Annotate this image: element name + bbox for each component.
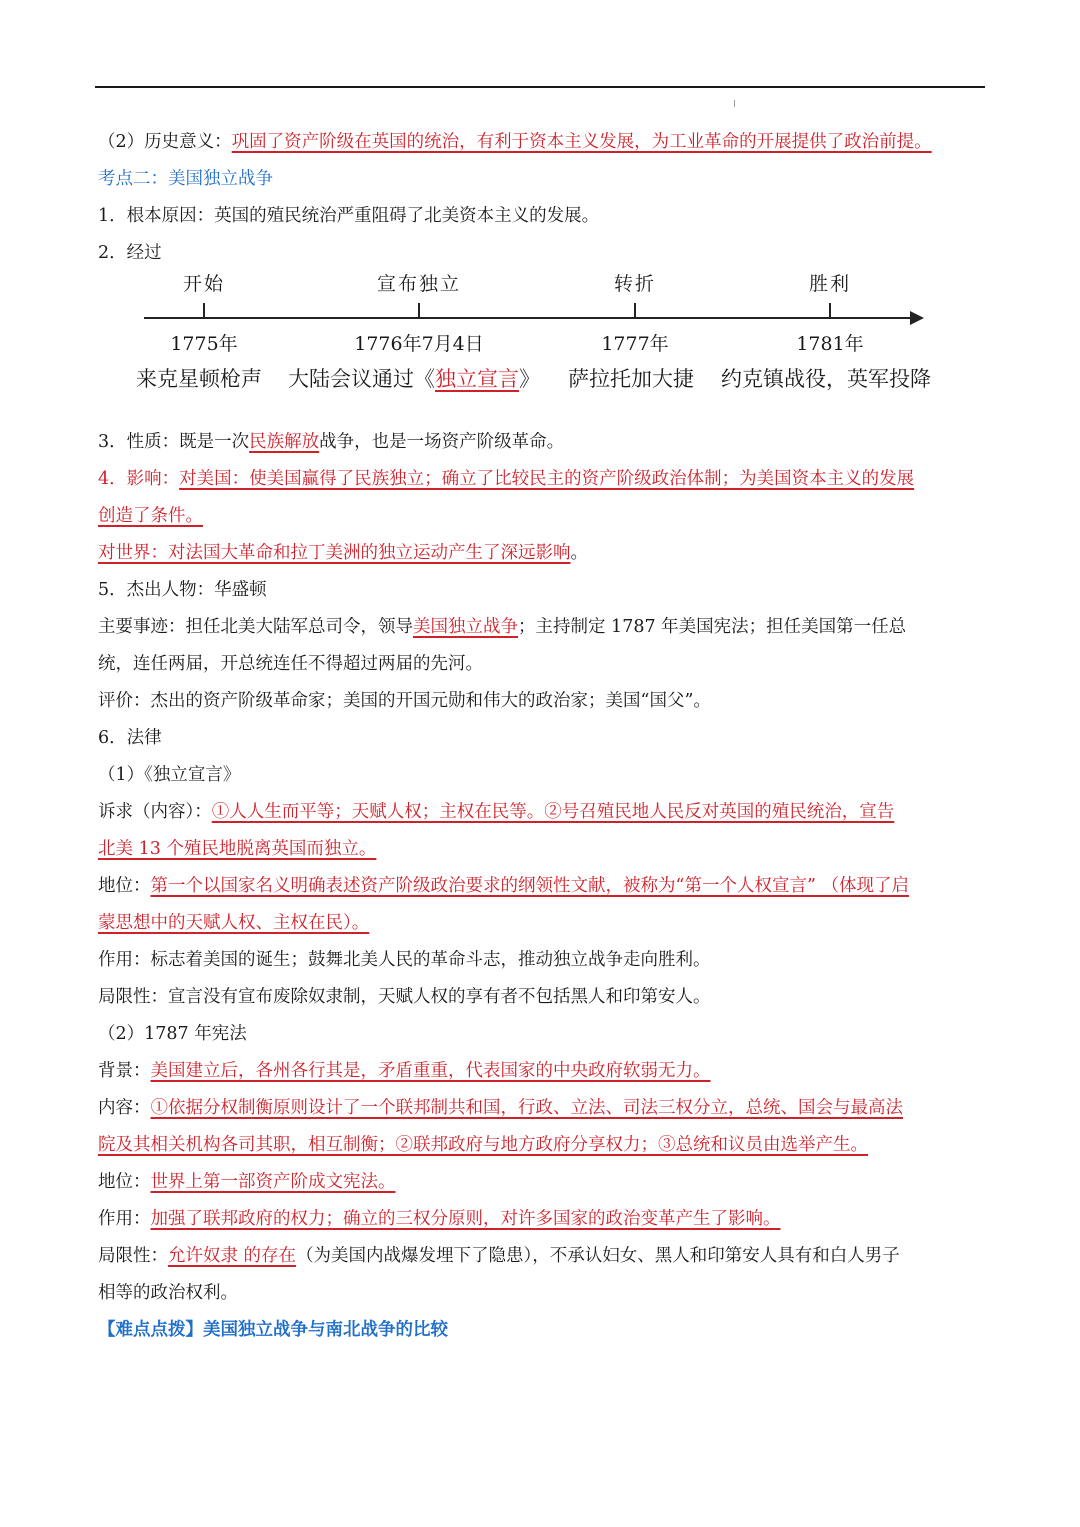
timeline-label-turning: 转折: [613, 273, 657, 295]
historical-significance: （2）历史意义：巩固了资产阶级在英国的统治，有利于资本主义发展，为工业革命的开展提供了政治前提。: [98, 132, 932, 152]
declaration-limit: 局限性：宣言没有宣布废除奴隶制，天赋人权的享有者不包括黑人和印第安人。: [98, 987, 711, 1007]
influence-world: 对世界：对法国大革命和拉丁美洲的独立运动产生了深远影响。: [98, 543, 588, 563]
root-cause: 1．根本原因：英国的殖民统治严重阻碍了北美资本主义的发展。: [98, 206, 600, 226]
timeline-date: 1781年: [796, 333, 864, 355]
timeline-event: 大陆会议通过《独立宣言》: [288, 367, 540, 391]
timeline-label-start: 开始: [182, 273, 226, 295]
timeline-label-independence: 宣布独立: [376, 273, 462, 295]
timeline-tick: [829, 303, 831, 319]
influence-cont: 创造了条件。: [98, 506, 203, 526]
timeline-tick: [634, 303, 636, 319]
declaration-status-cont: 蒙思想中的天赋人权、主权在民）。: [98, 913, 370, 933]
timeline-date: 1775年: [170, 333, 238, 355]
timeline-event: 萨拉托加大捷: [568, 367, 694, 391]
declaration-heading: （1）《独立宣言》: [98, 765, 241, 785]
constitution-limit: 局限性：允许奴隶 的存在（为美国内战爆发埋下了隐患），不承认妇女、黑人和印第安人具有和白人男子: [98, 1246, 900, 1266]
constitution-status: 地位：世界上第一部资产阶成文宪法。: [98, 1172, 396, 1192]
declaration-status: 地位：第一个以国家名义明确表述资产阶级政治要求的纲领性文献，被称为“第一个人权宣言” （体现了启: [98, 876, 909, 896]
figure-deeds: 主要事迹：担任北美大陆军总司令，领导美国独立战争；主持制定 1787 年美国宪法；担任美国第一任总: [98, 617, 907, 637]
difficulty-heading: 【难点点拨】美国独立战争与南北战争的比较: [98, 1320, 448, 1340]
timeline-event: 约克镇战役，英军投降: [721, 367, 931, 391]
figure-evaluation: 评价：杰出的资产阶级革命家；美国的开国元勋和伟大的政治家；美国“国父”。: [98, 691, 711, 711]
topic-heading: 考点二：美国独立战争: [98, 169, 273, 189]
influence: 4．影响：对美国：使美国赢得了民族独立；确立了比较民主的资产阶级政治体制；为美国资本主义的发展: [98, 469, 915, 489]
timeline-date: 1776年7月4日: [354, 333, 484, 355]
figure-deeds-cont: 统，连任两届，开总统连任不得超过两届的先河。: [98, 654, 483, 674]
timeline-tick: [418, 303, 420, 319]
declaration-appeal: 诉求（内容）：①人人生而平等；天赋人权；主权在民等。②号召殖民地人民反对英国的殖民统治，宣告: [98, 802, 895, 822]
constitution-content: 内容：①依据分权制衡原则设计了一个联邦制共和国，行政、立法、司法三权分立，总统、国会与最高法: [98, 1098, 903, 1118]
header-mark: [734, 100, 735, 107]
declaration-effect: 作用：标志着美国的诞生；鼓舞北美人民的革命斗志，推动独立战争走向胜利。: [98, 950, 711, 970]
process-heading: 2．经过: [98, 243, 162, 263]
constitution-background: 背景：美国建立后，各州各行其是，矛盾重重，代表国家的中央政府软弱无力。: [98, 1061, 711, 1081]
law-heading: 6．法律: [98, 728, 162, 748]
timeline-date: 1777年: [601, 333, 669, 355]
timeline-diagram: [98, 274, 984, 424]
figure-heading: 5．杰出人物：华盛顿: [98, 580, 267, 600]
timeline-event: 来克星顿枪声: [136, 367, 262, 391]
arrow-right-icon: [910, 311, 924, 325]
timeline-tick: [203, 303, 205, 319]
document-body: [98, 124, 984, 1349]
header-rule: [95, 86, 985, 88]
declaration-appeal-cont: 北美 13 个殖民地脱离英国而独立。: [98, 839, 377, 859]
constitution-heading: （2）1787 年宪法: [98, 1024, 247, 1044]
constitution-limit-cont: 相等的政治权利。: [98, 1283, 238, 1303]
constitution-effect: 作用：加强了联邦政府的权力；确立的三权分原则，对许多国家的政治变革产生了影响。: [98, 1209, 781, 1229]
nature: 3．性质：既是一次民族解放战争，也是一场资产阶级革命。: [98, 432, 565, 452]
timeline-axis: [144, 317, 914, 319]
constitution-content-cont: 院及其相关机构各司其职，相互制衡；②联邦政府与地方政府分享权力；③总统和议员由选举产生。: [98, 1135, 868, 1155]
timeline-label-victory: 胜利: [808, 273, 852, 295]
